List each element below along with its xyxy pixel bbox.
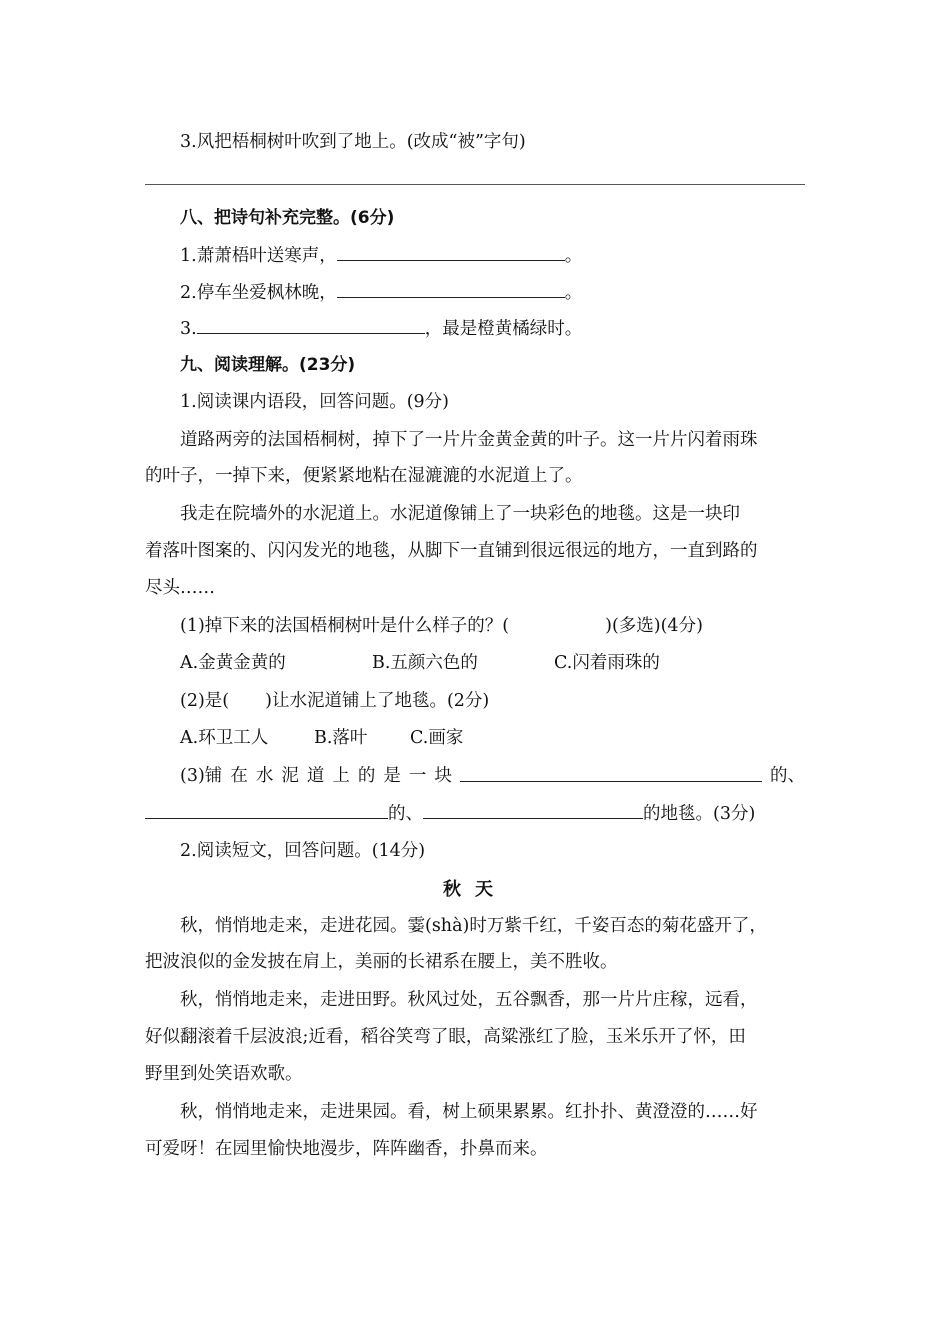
question-1-1 xyxy=(180,614,805,638)
question-1-3-cont xyxy=(145,801,805,826)
q3-char: 的 xyxy=(357,766,376,786)
passage-2-line: 秋，悄悄地走来，走进果园。看，树上硕果累累。红扑扑、黄澄澄的……好 xyxy=(180,1102,758,1122)
option-a[interactable]: A.金黄金黄的 xyxy=(180,653,286,673)
reading-1-title: 1.阅读课内语段，回答问题。(9分) xyxy=(180,392,449,412)
question-1-2-prefix: (2)是( xyxy=(180,691,230,711)
question-7-3: 3.风把梧桐树叶吹到了地上。(改成“被”字句) xyxy=(180,132,526,152)
question-1-2-suffix: )让水泥道铺上了地毯。(2分) xyxy=(265,691,490,711)
question-1-1-prefix: (1)掉下来的法国梧桐树叶是什么样子的？( xyxy=(180,616,510,636)
option-a[interactable]: A.环卫工人 xyxy=(180,728,269,748)
poem-item-3-text: ，最是橙黄橘绿时。 xyxy=(424,319,583,339)
q3-text: 的、 xyxy=(388,804,423,824)
reading-2-title: 2.阅读短文，回答问题。(14分) xyxy=(180,841,426,861)
question-1-1-suffix: )(多选)(4分) xyxy=(605,616,703,636)
poem-item-1 xyxy=(180,243,805,268)
q3-char: 块 xyxy=(434,766,452,786)
q3-text: 的、 xyxy=(769,766,805,786)
poem-blank-3[interactable] xyxy=(197,316,425,334)
passage-1-line: 的叶子，一掉下来，便紧紧地粘在湿漉漉的水泥道上了。 xyxy=(145,466,583,486)
option-b[interactable]: B.落叶 xyxy=(314,728,368,748)
q3-char: (3)铺 xyxy=(180,766,223,786)
options-1-2 xyxy=(180,726,805,750)
option-b[interactable]: B.五颜六色的 xyxy=(372,653,478,673)
poem-item-1-end: 。 xyxy=(564,246,583,266)
q3-char: 一 xyxy=(408,766,427,786)
passage-1-line: 道路两旁的法国梧桐树，掉下了一片片金黄金黄的叶子。这一片片闪着雨珠 xyxy=(180,430,758,450)
option-c[interactable]: C.闪着雨珠的 xyxy=(554,653,660,673)
passage-1-line: 着落叶图案的、闪闪发光的地毯，从脚下一直铺到很远很远的地方，一直到路的 xyxy=(145,541,758,561)
q3-blank-1[interactable] xyxy=(460,764,762,782)
options-1-1 xyxy=(180,651,805,675)
q3-char: 上 xyxy=(332,766,350,786)
section-8-heading: 八、把诗句补充完整。(6分) xyxy=(180,208,395,228)
poem-blank-2[interactable] xyxy=(337,280,565,298)
question-1-3 xyxy=(180,764,805,788)
q3-char: 水 xyxy=(255,766,274,786)
poem-item-2 xyxy=(180,280,805,305)
q3-blank-3[interactable] xyxy=(423,801,643,819)
q3-char: 是 xyxy=(383,766,401,786)
poem-blank-1[interactable] xyxy=(337,243,565,261)
passage-2-line: 秋，悄悄地走来，走进花园。霎(shà)时万紫千红，千姿百态的菊花盛开了， xyxy=(180,916,767,936)
section-9-heading: 九、阅读理解。(23分) xyxy=(180,355,356,375)
q3-char: 道 xyxy=(306,766,325,786)
poem-item-3-num: 3. xyxy=(180,319,197,339)
option-c[interactable]: C.画家 xyxy=(410,728,464,748)
q3-blank-2[interactable] xyxy=(145,801,388,819)
passage-1-line: 我走在院墙外的水泥道上。水泥道像铺上了一块彩色的地毯。这是一块印 xyxy=(180,504,740,524)
passage-2-line: 把波浪似的金发披在肩上，美丽的长裙系在腰上，美不胜收。 xyxy=(145,952,618,972)
passage-2-line: 可爱呀！在园里愉快地漫步，阵阵幽香，扑鼻而来。 xyxy=(145,1139,548,1159)
passage-1-line: 尽头…… xyxy=(145,578,215,598)
passage-2-line: 好似翻滚着千层波浪;近看，稻谷笑弯了眼，高粱涨红了脸，玉米乐开了怀，田 xyxy=(145,1027,746,1047)
passage-2-line: 秋，悄悄地走来，走进田野。秋风过处，五谷飘香，那一片片庄稼，远看， xyxy=(180,990,758,1010)
answer-line[interactable] xyxy=(145,184,805,185)
q3-char: 在 xyxy=(230,766,248,786)
question-1-2 xyxy=(180,689,805,713)
poem-item-1-text: 1.萧萧梧叶送寒声， xyxy=(180,246,337,266)
q3-char: 泥 xyxy=(281,766,299,786)
q3-text: 的地毯。(3分) xyxy=(643,804,756,824)
poem-item-3 xyxy=(180,316,805,341)
poem-item-2-end: 。 xyxy=(564,283,583,303)
poem-item-2-text: 2.停车坐爱枫林晚， xyxy=(180,283,337,303)
passage-2-line: 野里到处笑语欢歌。 xyxy=(145,1064,303,1084)
article-title: 秋天 xyxy=(443,879,507,900)
